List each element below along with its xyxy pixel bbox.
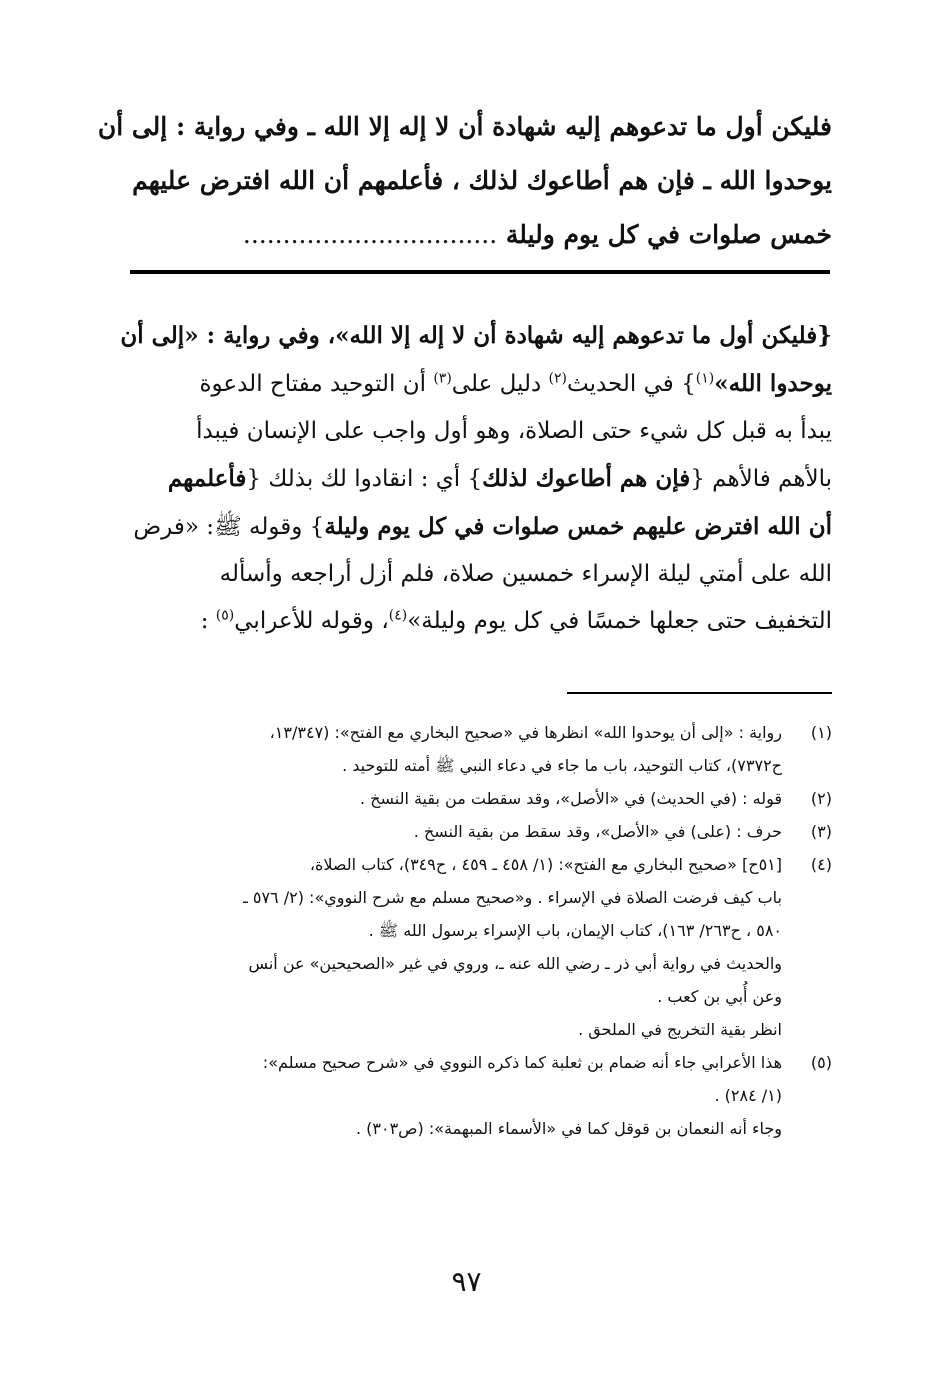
commentary-text-run: } وقوله ﷺ: «فرض [133, 514, 325, 540]
commentary-text-run: أن التوحيد مفتاح الدعوة [199, 371, 434, 397]
footnote-line: انظر بقية التخريج في الملحق . [578, 1020, 782, 1039]
quoted-matn: فإن هم أطاعوك لذلك [482, 465, 691, 492]
footnote-ref[interactable]: (٤) [388, 607, 408, 624]
footnote-line: رواية : «إلى أن يوحدوا الله» انظرها في «صحيح البخاري مع الفتح»: (١٣/٣٤٧، [269, 723, 782, 742]
footnote-3 [140, 815, 832, 848]
commentary-line: يبدأ به قبل كل شيء حتى الصلاة، وهو أول واجب على الإنسان فيبدأ [196, 418, 832, 444]
footnote-ref[interactable]: (٣) [433, 370, 452, 387]
commentary-line [140, 360, 832, 408]
matn-line: يوحدوا الله ـ فإن هم أطاعوك لذلك ، فأعلمهم أن الله افترض عليهم [132, 166, 832, 195]
commentary-text-run: : [200, 608, 216, 634]
quoted-matn: فأعلمهم [167, 465, 247, 492]
footnote-line: ٥٨٠ ، ح٢٦٣/ ١٦٣)، كتاب الإيمان، باب الإسراء برسول الله ﷺ . [368, 921, 782, 940]
footnote-line: ح٧٣٧٢)، كتاب التوحيد، باب ما جاء في دعاء النبي ﷺ أمته للتوحيد . [342, 756, 782, 775]
footnote-line: حرف : (على) في «الأصل»، وقد سقط من بقية النسخ . [413, 822, 782, 841]
matn-line: فليكن أول ما تدعوهم إليه شهادة أن لا إله إلا الله ـ وفي رواية : إلى أن [97, 112, 832, 141]
footnote-number: (٤) [810, 855, 832, 874]
commentary-line [140, 455, 832, 503]
footnote-number: (٣) [810, 822, 832, 841]
page-number: ٩٧ [451, 1265, 482, 1298]
footnote-line: [٥١ح] «صحيح البخاري مع الفتح»: (١/ ٤٥٨ ـ ٤٥٩ ، ح٣٤٩)، كتاب الصلاة، [309, 855, 782, 874]
footnote-ref[interactable]: (١) [695, 370, 715, 387]
quoted-matn: أن الله افترض عليهم خمس صلوات في كل يوم وليلة [324, 513, 832, 540]
matn-line [140, 208, 832, 262]
footnote-2 [140, 782, 832, 815]
quoted-matn: {فليكن أول ما تدعوهم إليه شهادة أن لا إله إلا الله»، وفي رواية : «إلى أن [120, 322, 832, 349]
commentary-text-run: ، وقوله للأعرابي [234, 608, 389, 634]
footnote-line: قوله : (في الحديث) في «الأصل»، وقد سقطت من بقية النسخ . [359, 789, 782, 808]
footnote-ref[interactable]: (٢) [548, 370, 567, 387]
commentary-line: الله على أمتي ليلة الإسراء خمسين صلاة، فلم أزل أراجعه وأسأله [219, 561, 832, 587]
commentary-text-run: } في الحديث [567, 371, 696, 397]
footnote-line: هذا الأعرابي جاء أنه ضمام بن ثعلبة كما ذكره النووي في «شرح صحيح مسلم»: [262, 1053, 782, 1072]
footnote-line: وجاء أنه النعمان بن قوقل كما في «الأسماء المبهمة»: (ص٣٠٣) . [355, 1119, 782, 1138]
commentary-text-run: دليل على [451, 371, 549, 397]
footnote-divider [567, 692, 832, 694]
footnote-number: (١) [810, 723, 832, 742]
quoted-matn: يوحدوا الله» [714, 370, 832, 397]
commentary-text-run: بالأهم فالأهم { [690, 466, 832, 492]
footnote-4 [140, 848, 832, 1046]
commentary-text-run: التخفيف حتى جعلها خمسًا في كل يوم وليلة» [407, 608, 832, 634]
commentary-line [133, 503, 832, 551]
footnote-1 [140, 716, 832, 782]
matn-text [97, 100, 832, 262]
footnote-line: والحديث في رواية أبي ذر ـ رضي الله عنه ـ، وروي في غير «الصحيحين» عن أنس [248, 954, 782, 973]
commentary-text [120, 312, 832, 645]
matn-dots: ................................ [242, 220, 498, 249]
commentary-line [120, 312, 832, 360]
matn-line-text: خمس صلوات في كل يوم وليلة [505, 220, 832, 249]
footnote-ref[interactable]: (٥) [215, 607, 235, 624]
footnotes [140, 716, 832, 1145]
footnote-5 [140, 1046, 832, 1145]
commentary-text-run: } أي : انقادوا لك بذلك { [246, 466, 483, 492]
footnote-line: باب كيف فرضت الصلاة في الإسراء . و«صحيح مسلم مع شرح النووي»: (٢/ ٥٧٦ ـ [243, 888, 782, 907]
footnote-line: (١/ ٢٨٤) . [714, 1086, 782, 1105]
footnote-number: (٢) [810, 789, 832, 808]
commentary-line [140, 598, 832, 645]
section-divider [130, 270, 830, 274]
footnote-line: وعن أُبي بن كعب . [657, 987, 782, 1006]
footnote-number: (٥) [810, 1053, 832, 1072]
